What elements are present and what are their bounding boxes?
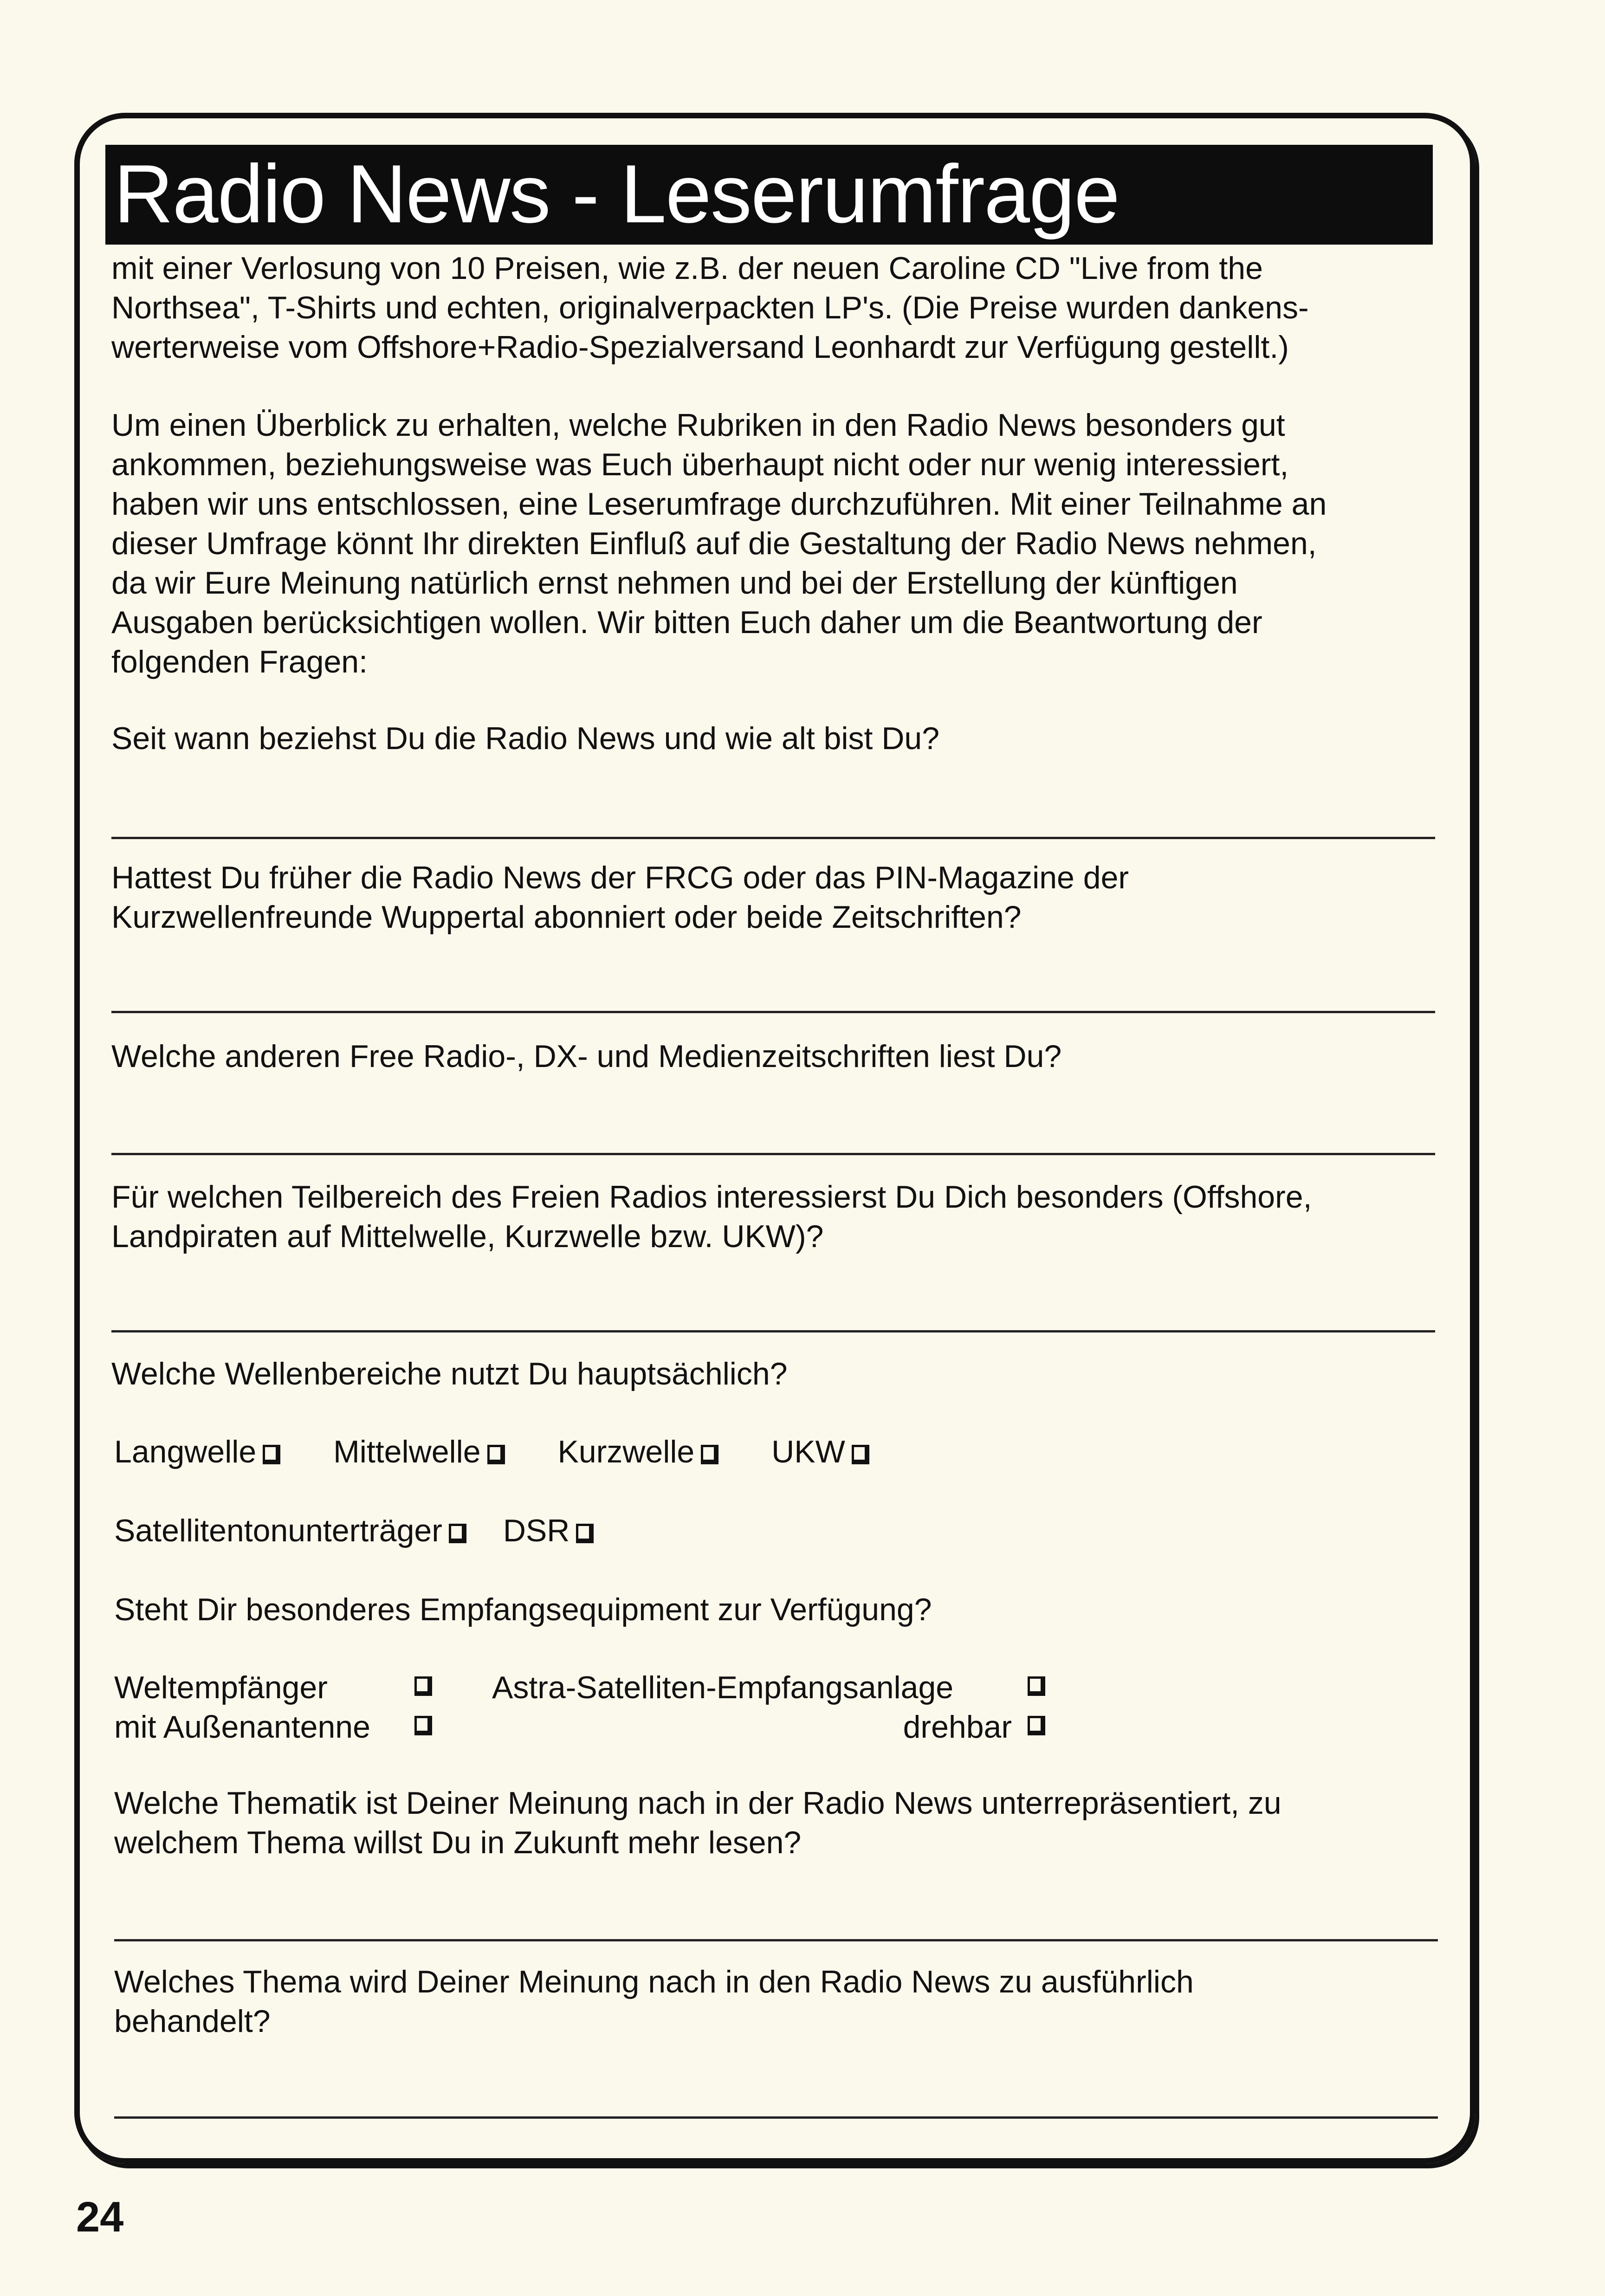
answer-line-2[interactable] [111,1011,1435,1013]
checkbox-drehbar[interactable] [1028,1716,1045,1735]
checkbox-icon[interactable] [576,1524,594,1543]
wave-options-row-1 [114,1432,913,1472]
option-ukw[interactable] [771,1434,869,1469]
question-5: Welche Wellenbereiche nutzt Du hauptsächlich? [111,1356,788,1391]
checkbox-icon[interactable] [852,1445,869,1464]
wave-options-row-2 [114,1511,638,1551]
intro-text: mit einer Verlosung von 10 Preisen, wie z.B. der neuen Caroline CD "Live from the Northsea", T-Shirts und echten, originalverpackten LP's. (Die Preise wurden dankens- werterweise vom Offshore+Radio-Spezialversand Leonhardt zur Verfügung gestellt.) [111,251,1309,365]
question-2: Hattest Du früher die Radio News der FRCG oder das PIN-Magazine der Kurzwellenfreunde Wuppertal abonniert oder beide Zeitschriften? [111,860,1129,935]
checkbox-astra[interactable] [1028,1676,1045,1696]
answer-line-3[interactable] [111,1153,1435,1155]
option-langwelle[interactable] [114,1434,280,1469]
question-7: Welche Thematik ist Deiner Meinung nach in der Radio News unterrepräsentiert, zu welchem Thema willst Du in Zukunft mehr lesen? [114,1785,1281,1860]
label-aussenantenne: mit Außenantenne [114,1709,370,1745]
checkbox-weltempfaenger[interactable] [414,1676,432,1696]
option-label: UKW [771,1434,845,1469]
option-label: Satellitentonunterträger [114,1513,442,1548]
checkbox-icon[interactable] [487,1445,505,1464]
page-title: Radio News - Leserumfrage [114,148,1120,240]
answer-line-8[interactable] [114,2116,1438,2119]
checkbox-aussenantenne[interactable] [414,1716,432,1735]
intro-paragraph: Um einen Überblick zu erhalten, welche Rubriken in den Radio News besonders gut ankommen, beziehungsweise was Euch überhaupt nicht oder nur wenig interessiert, haben wir uns entschlossen, eine Leserumfrage durchzuführen. Mit einer Teilnahme an dieser Umfrage könnt Ihr direkten Einfluß auf die Gestaltung der Radio News nehmen, da wir Eure Meinung natürlich ernst nehmen und bei der Erstellung der künftigen Ausgaben berücksichtigen wollen. Wir bitten Euch daher um die Beantwortung der folgenden Fragen: [111,407,1327,679]
option-label: Mittelwelle [333,1434,481,1469]
question-1: Seit wann beziehst Du die Radio News und wie alt bist Du? [111,721,940,756]
page-number: 24 [76,2193,124,2241]
option-satellitentonuntertraeger[interactable] [114,1513,466,1548]
question-4: Für welchen Teilbereich des Freien Radios interessierst Du Dich besonders (Offshore, Landpiraten auf Mittelwelle, Kurzwelle bzw. UKW)? [111,1179,1312,1254]
checkbox-icon[interactable] [701,1445,718,1464]
checkbox-icon[interactable] [263,1445,280,1464]
option-mittelwelle[interactable] [333,1434,505,1469]
label-weltempfaenger: Weltempfänger [114,1670,328,1705]
question-6: Steht Dir besonderes Empfangsequipment zur Verfügung? [114,1592,932,1627]
option-label: DSR [503,1513,570,1548]
option-kurzwelle[interactable] [557,1434,718,1469]
question-8: Welches Thema wird Deiner Meinung nach in den Radio News zu ausführlich behandelt? [114,1964,1194,2039]
option-dsr[interactable] [503,1513,594,1548]
label-drehbar: drehbar [903,1709,1012,1745]
answer-line-7[interactable] [114,1939,1438,1941]
answer-line-4[interactable] [111,1330,1435,1332]
option-label: Langwelle [114,1434,257,1469]
answer-line-1[interactable] [111,837,1435,839]
label-astra: Astra-Satelliten-Empfangsanlage [492,1670,954,1705]
checkbox-icon[interactable] [449,1524,466,1543]
question-3: Welche anderen Free Radio-, DX- und Medienzeitschriften liest Du? [111,1039,1062,1074]
option-label: Kurzwelle [557,1434,695,1469]
